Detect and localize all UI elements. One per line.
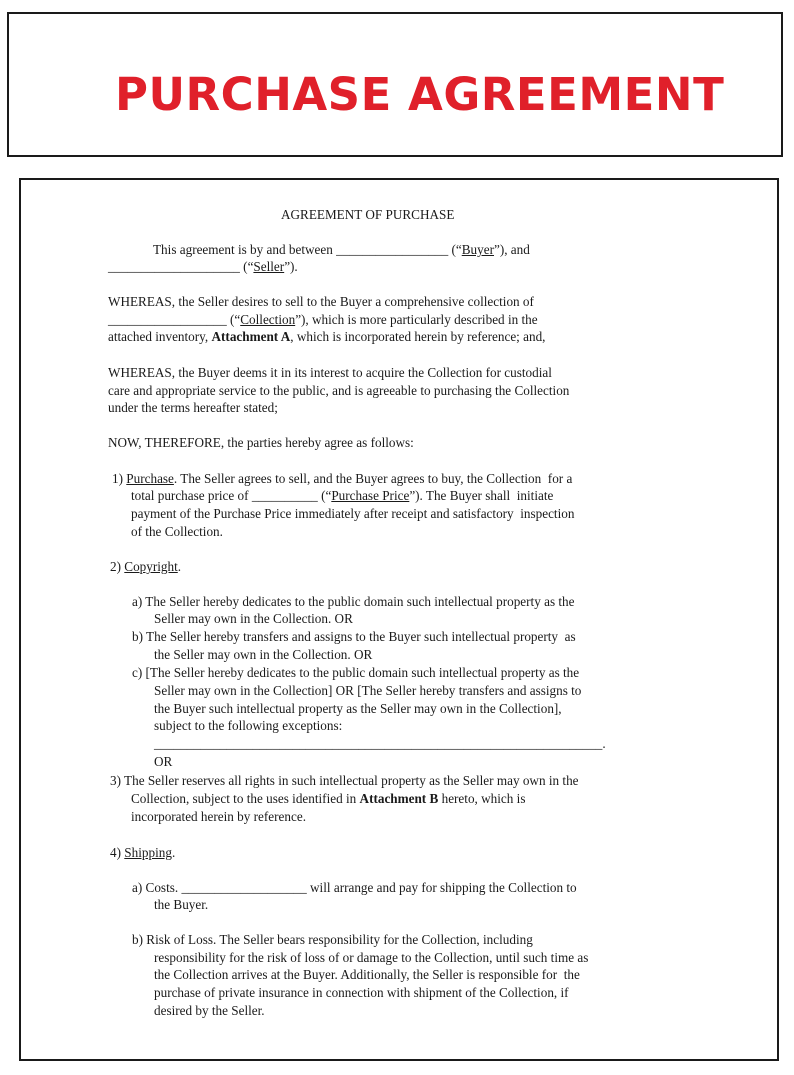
copyright-a-line-1: a) The Seller hereby dedicates to the public domain such intellectual property as the bbox=[132, 594, 575, 609]
whereas-2-line-3: under the terms hereafter stated; bbox=[108, 400, 278, 415]
collection-term: Collection bbox=[240, 312, 296, 327]
shipping-b-line-2: responsibility for the risk of loss of or damage to the Collection, until such time as bbox=[154, 950, 589, 965]
purchase-line-2: total purchase price of __________ (“Purchase Price”). The Buyer shall initiate bbox=[131, 488, 554, 503]
shipping-heading: Shipping bbox=[124, 845, 172, 860]
purchase-line-4: of the Collection. bbox=[131, 524, 223, 539]
copyright-heading: Copyright bbox=[124, 559, 178, 574]
shipping-b-line-3: the Collection arrives at the Buyer. Additionally, the Seller is responsible for the bbox=[154, 967, 580, 982]
reserve-line-1: 3) The Seller reserves all rights in such intellectual property as the Seller may own in the bbox=[110, 773, 579, 788]
shipping-b-line-5: desired by the Seller. bbox=[154, 1003, 265, 1018]
copyright-heading-line: 2) Copyright. bbox=[110, 559, 182, 574]
page-title: PURCHASE AGREEMENT bbox=[115, 68, 725, 121]
copyright-c-line-1: c) [The Seller hereby dedicates to the public domain such intellectual property as the bbox=[132, 665, 580, 680]
whereas-1-line-2: __________________ (“Collection”), which is more particularly described in the bbox=[108, 312, 538, 327]
copyright-c-line-2: Seller may own in the Collection] OR [The Seller hereby transfers and assigns to bbox=[154, 683, 582, 698]
document-frame bbox=[19, 178, 779, 1061]
copyright-a-line-2: Seller may own in the Collection. OR bbox=[154, 611, 353, 626]
copyright-b-line-2: the Seller may own in the Collection. OR bbox=[154, 647, 373, 662]
attachment-b: Attachment B bbox=[359, 791, 439, 806]
buyer-term: Buyer bbox=[461, 242, 494, 257]
whereas-1-line-1: WHEREAS, the Seller desires to sell to the Buyer a comprehensive collection of bbox=[108, 294, 534, 309]
whereas-2-line-2: care and appropriate service to the public, and is agreeable to purchasing the Collection bbox=[108, 383, 570, 398]
attachment-a: Attachment A bbox=[211, 329, 291, 344]
copyright-b-line-1: b) The Seller hereby transfers and assigns to the Buyer such intellectual property as bbox=[132, 629, 576, 644]
title-banner bbox=[7, 12, 783, 157]
intro-line-1: This agreement is by and between _________________ (“Buyer”), and bbox=[153, 242, 530, 257]
reserve-line-2: Collection, subject to the uses identified in Attachment B hereto, which is bbox=[131, 791, 526, 806]
purchase-price-term: Purchase Price bbox=[331, 488, 410, 503]
exceptions-blank-line: ____________________________________________________________________. bbox=[154, 736, 606, 751]
whereas-2-line-1: WHEREAS, the Buyer deems it in its interest to acquire the Collection for custodial bbox=[108, 365, 552, 380]
shipping-b-line-1: b) Risk of Loss. The Seller bears responsibility for the Collection, including bbox=[132, 932, 533, 947]
copyright-c-line-3: the Buyer such intellectual property as the Seller may own in the Collection], bbox=[154, 701, 562, 716]
shipping-a-line-2: the Buyer. bbox=[154, 897, 209, 912]
purchase-line-3: payment of the Purchase Price immediately after receipt and satisfactory inspection bbox=[131, 506, 575, 521]
purchase-line-1: 1) Purchase. The Seller agrees to sell, and the Buyer agrees to buy, the Collection for a bbox=[112, 471, 573, 486]
seller-term: Seller bbox=[253, 259, 285, 274]
copyright-c-line-4: subject to the following exceptions: bbox=[154, 718, 343, 733]
intro-line-2: ____________________ (“Seller”). bbox=[108, 259, 298, 274]
purchase-heading: Purchase bbox=[126, 471, 174, 486]
reserve-line-3: incorporated herein by reference. bbox=[131, 809, 306, 824]
shipping-a-line-1: a) Costs. ___________________ will arrange and pay for shipping the Collection to bbox=[132, 880, 577, 895]
document-heading: AGREEMENT OF PURCHASE bbox=[281, 207, 455, 222]
shipping-b-line-4: purchase of private insurance in connection with shipment of the Collection, if bbox=[154, 985, 569, 1000]
copyright-or: OR bbox=[154, 754, 173, 769]
whereas-1-line-3: attached inventory, Attachment A, which is incorporated herein by reference; and, bbox=[108, 329, 546, 344]
shipping-heading-line: 4) Shipping. bbox=[110, 845, 176, 860]
now-therefore: NOW, THEREFORE, the parties hereby agree as follows: bbox=[108, 435, 414, 450]
